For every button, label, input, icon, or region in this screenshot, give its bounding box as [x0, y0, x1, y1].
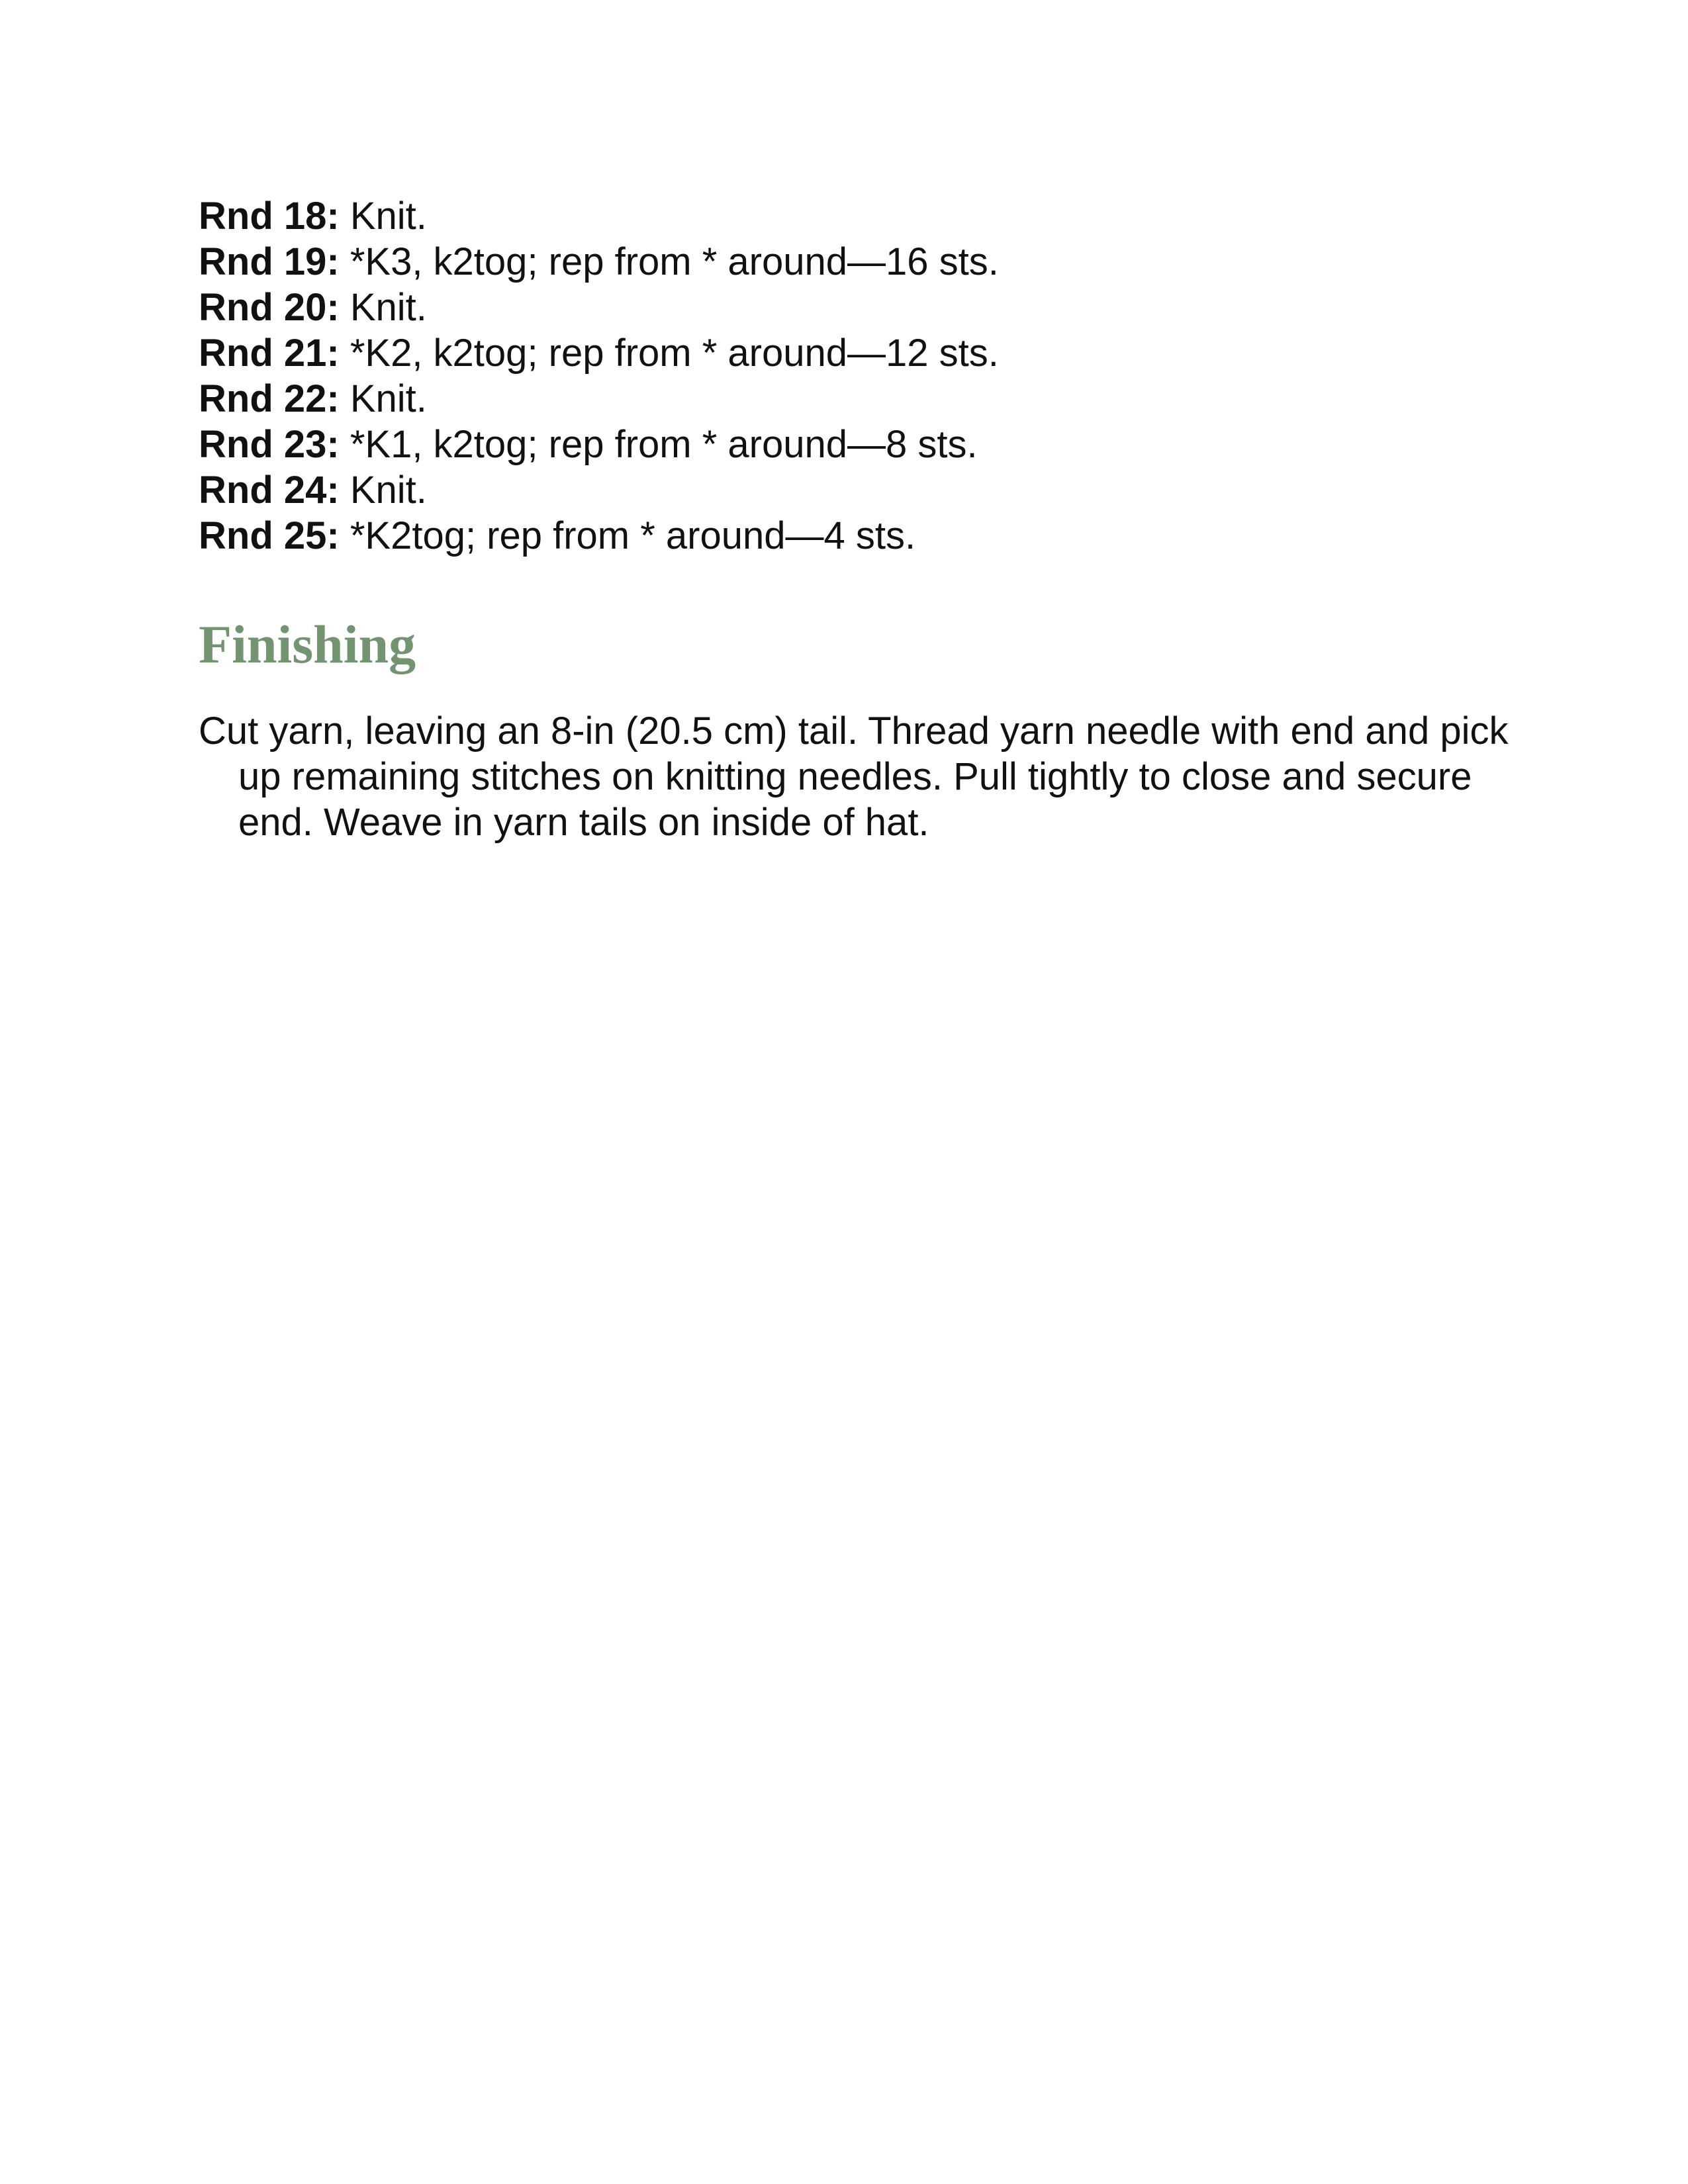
round-text: *K1, k2tog; rep from * around—8 sts. — [350, 423, 978, 466]
round-label: Rnd 25: — [199, 514, 340, 557]
round-line-24 — [199, 467, 1489, 513]
finishing-heading: Finishing — [199, 614, 416, 674]
round-label: Rnd 21: — [199, 332, 340, 375]
round-text: *K2tog; rep from * around—4 sts. — [350, 514, 916, 557]
round-label: Rnd 22: — [199, 377, 340, 420]
round-line-18 — [199, 193, 1489, 239]
round-instructions-list — [199, 193, 1489, 559]
round-text: *K3, k2tog; rep from * around—16 sts. — [350, 240, 999, 283]
round-label: Rnd 19: — [199, 240, 340, 283]
round-line-20 — [199, 285, 1489, 330]
round-label: Rnd 23: — [199, 423, 340, 466]
round-line-23 — [199, 422, 1489, 467]
round-text: Knit. — [350, 195, 427, 238]
round-label: Rnd 24: — [199, 469, 340, 512]
round-line-25 — [199, 513, 1489, 559]
round-text: *K2, k2tog; rep from * around—12 sts. — [350, 332, 999, 375]
finishing-paragraph: Cut yarn, leaving an 8-in (20.5 cm) tail. Thread yarn needle with end and pick up remaining stitches on knitting needles. Pull tightly to close and secure end. Weave in yarn tails on inside of hat. — [199, 709, 1509, 844]
round-text: Knit. — [350, 286, 427, 329]
round-line-22 — [199, 376, 1489, 422]
page-content — [199, 193, 1509, 845]
round-text: Knit. — [350, 469, 427, 512]
round-line-19 — [199, 239, 1489, 285]
round-line-21 — [199, 330, 1489, 376]
round-label: Rnd 20: — [199, 286, 340, 329]
round-text: Knit. — [350, 377, 427, 420]
round-label: Rnd 18: — [199, 195, 340, 238]
